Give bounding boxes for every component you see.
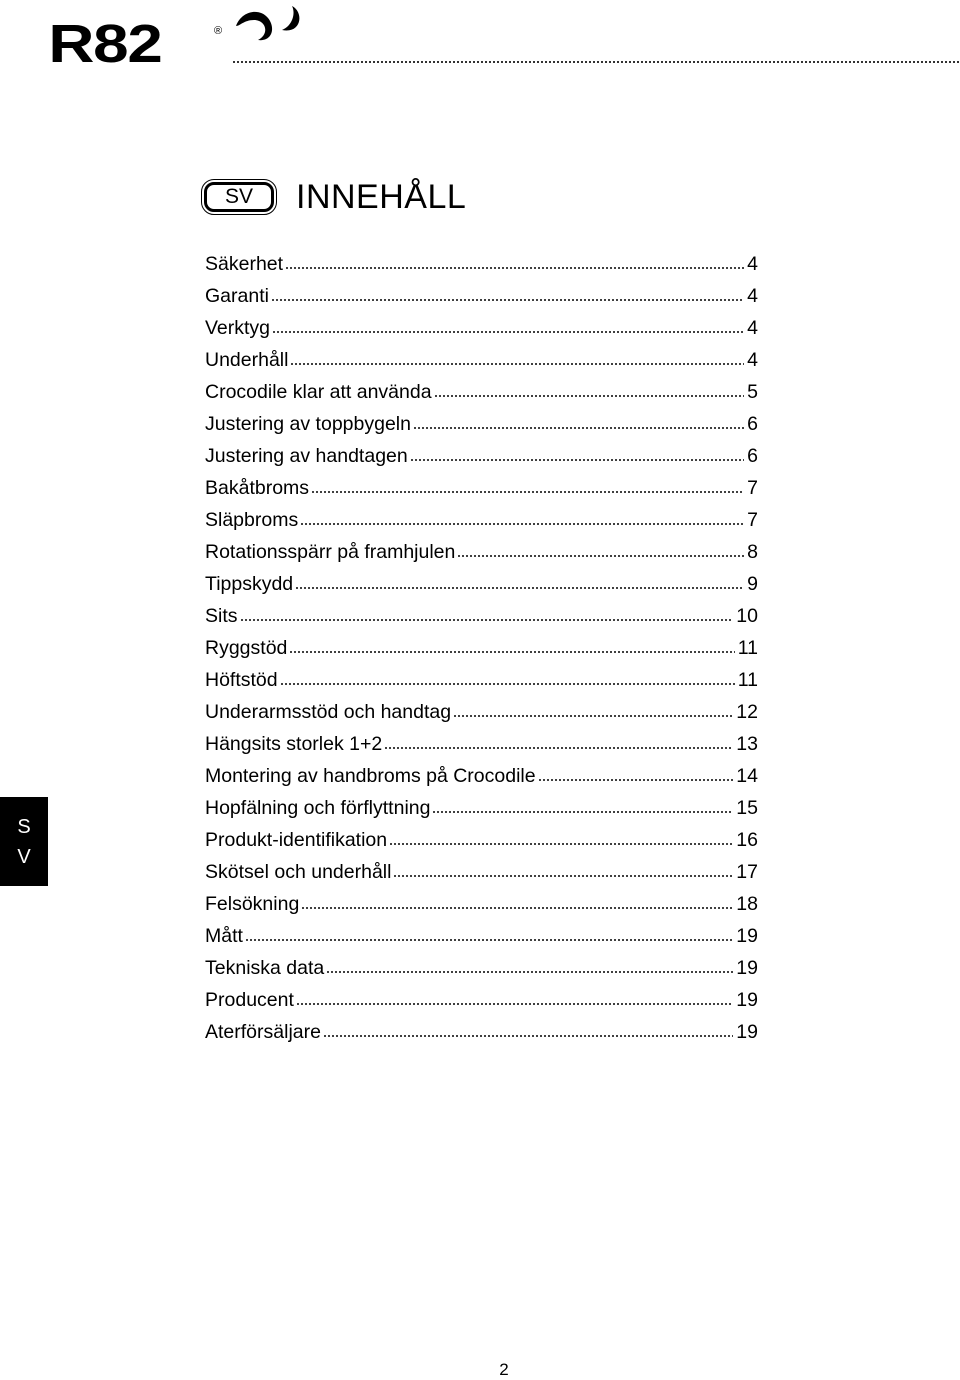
toc-entry-page: 15 — [736, 797, 758, 819]
toc-entry-label: Aterförsäljare — [205, 1021, 321, 1043]
toc-dot-leader — [538, 778, 734, 782]
toc-entry-label: Säkerhet — [205, 253, 284, 275]
toc-dot-leader — [434, 394, 745, 398]
toc-entry-label: Höftstöd — [205, 669, 278, 691]
toc-entry-label: Rotationsspärr på framhjulen — [205, 541, 456, 563]
toc-entry-page: 11 — [737, 669, 758, 691]
toc-dot-leader — [289, 650, 734, 654]
page-header — [0, 0, 960, 80]
toc-entry — [205, 344, 758, 376]
toc-entry — [205, 728, 758, 760]
toc-entry-label: Tekniska data — [205, 957, 325, 979]
language-badge: SV — [204, 182, 274, 212]
toc-entry — [205, 792, 758, 824]
toc-entry — [205, 280, 758, 312]
toc-dot-leader — [413, 426, 744, 430]
toc-dot-leader — [432, 810, 733, 814]
toc-dot-leader — [280, 682, 735, 686]
toc-dot-leader — [245, 938, 733, 942]
toc-entry-page: 4 — [747, 253, 758, 275]
toc-entry-page: 19 — [736, 957, 758, 979]
toc-entry-label: Underhåll — [205, 349, 289, 371]
logo-text: R82 — [48, 13, 162, 68]
toc-dot-leader — [311, 490, 744, 494]
toc-entry — [205, 632, 758, 664]
toc-dot-leader — [389, 842, 733, 846]
toc-entry-label: Skötsel och underhåll — [205, 861, 392, 883]
table-of-contents — [205, 248, 758, 1048]
toc-entry-label: Produkt-identifikation — [205, 829, 388, 851]
toc-dot-leader — [384, 746, 733, 750]
toc-entry — [205, 440, 758, 472]
toc-entry — [205, 664, 758, 696]
toc-entry-label: Mått — [205, 925, 243, 947]
toc-entry-page: 19 — [736, 1021, 758, 1043]
toc-dot-leader — [301, 906, 733, 910]
toc-dot-leader — [240, 618, 734, 622]
toc-entry-page: 7 — [747, 477, 758, 499]
toc-entry — [205, 536, 758, 568]
toc-entry-label: Justering av handtagen — [205, 445, 408, 467]
toc-entry-page: 9 — [747, 573, 758, 595]
toc-entry-label: Verktyg — [205, 317, 271, 339]
toc-entry — [205, 376, 758, 408]
toc-entry-label: Felsökning — [205, 893, 300, 915]
toc-entry-label: Släpbroms — [205, 509, 299, 531]
toc-entry-page: 14 — [736, 765, 758, 787]
toc-entry-page: 7 — [747, 509, 758, 531]
toc-entry — [205, 760, 758, 792]
toc-entry-label: Underarmsstöd och handtag — [205, 701, 452, 723]
toc-entry — [205, 312, 758, 344]
toc-dot-leader — [272, 330, 744, 334]
toc-entry — [205, 888, 758, 920]
toc-entry-page: 17 — [736, 861, 758, 883]
toc-entry-page: 4 — [747, 349, 758, 371]
toc-entry-page: 16 — [736, 829, 758, 851]
toc-dot-leader — [326, 970, 733, 974]
side-tab-letter-s: S — [17, 815, 31, 838]
toc-entry-label: Garanti — [205, 285, 269, 307]
toc-entry-page: 4 — [747, 317, 758, 339]
toc-entry-page: 12 — [736, 701, 758, 723]
title-row — [204, 172, 466, 222]
toc-entry-page: 19 — [736, 925, 758, 947]
toc-dot-leader — [290, 362, 744, 366]
toc-dot-leader — [457, 554, 744, 558]
toc-entry-label: Justering av toppbygeln — [205, 413, 411, 435]
toc-entry-page: 5 — [747, 381, 758, 403]
toc-entry — [205, 696, 758, 728]
toc-entry-label: Crocodile klar att använda — [205, 381, 432, 403]
toc-dot-leader — [295, 586, 744, 590]
toc-entry-label: Ryggstöd — [205, 637, 288, 659]
toc-entry-page: 4 — [747, 285, 758, 307]
toc-entry-page: 11 — [737, 637, 758, 659]
r82-logo — [46, 4, 306, 68]
toc-dot-leader — [323, 1034, 733, 1038]
toc-entry-page: 6 — [747, 445, 758, 467]
side-tab-letter-v: V — [17, 845, 31, 868]
toc-entry — [205, 856, 758, 888]
toc-entry-label: Hängsits storlek 1+2 — [205, 733, 383, 755]
toc-dot-leader — [271, 298, 744, 302]
toc-entry-label: Sits — [205, 605, 238, 627]
language-side-tab — [0, 797, 48, 886]
page-title: INNEHÅLL — [296, 177, 467, 216]
toc-entry — [205, 920, 758, 952]
toc-dot-leader — [453, 714, 733, 718]
logo-swoosh-icon — [236, 12, 272, 40]
toc-dot-leader — [285, 266, 744, 270]
toc-entry-page: 8 — [747, 541, 758, 563]
toc-entry-label: Montering av handbroms på Crocodile — [205, 765, 536, 787]
toc-entry — [205, 824, 758, 856]
toc-entry-label: Bakåtbroms — [205, 477, 310, 499]
toc-entry-page: 6 — [747, 413, 758, 435]
toc-entry — [205, 1016, 758, 1048]
toc-entry-page: 18 — [736, 893, 758, 915]
toc-entry-page: 13 — [736, 733, 758, 755]
toc-entry-label: Hopfälning och förflyttning — [205, 797, 431, 819]
toc-dot-leader — [410, 458, 744, 462]
toc-entry — [205, 472, 758, 504]
toc-dot-leader — [300, 522, 744, 526]
registered-mark: ® — [214, 25, 223, 37]
toc-entry-label: Tippskydd — [205, 573, 294, 595]
toc-entry — [205, 600, 758, 632]
toc-dot-leader — [393, 874, 733, 878]
toc-entry — [205, 984, 758, 1016]
toc-entry-label: Producent — [205, 989, 294, 1011]
toc-entry — [205, 248, 758, 280]
toc-entry-page: 19 — [736, 989, 758, 1011]
toc-entry-page: 10 — [736, 605, 758, 627]
toc-entry — [205, 504, 758, 536]
toc-entry — [205, 568, 758, 600]
toc-entry — [205, 952, 758, 984]
header-dotted-rule — [232, 60, 960, 64]
toc-entry — [205, 408, 758, 440]
page-number: 2 — [499, 1360, 509, 1379]
toc-dot-leader — [296, 1002, 733, 1006]
